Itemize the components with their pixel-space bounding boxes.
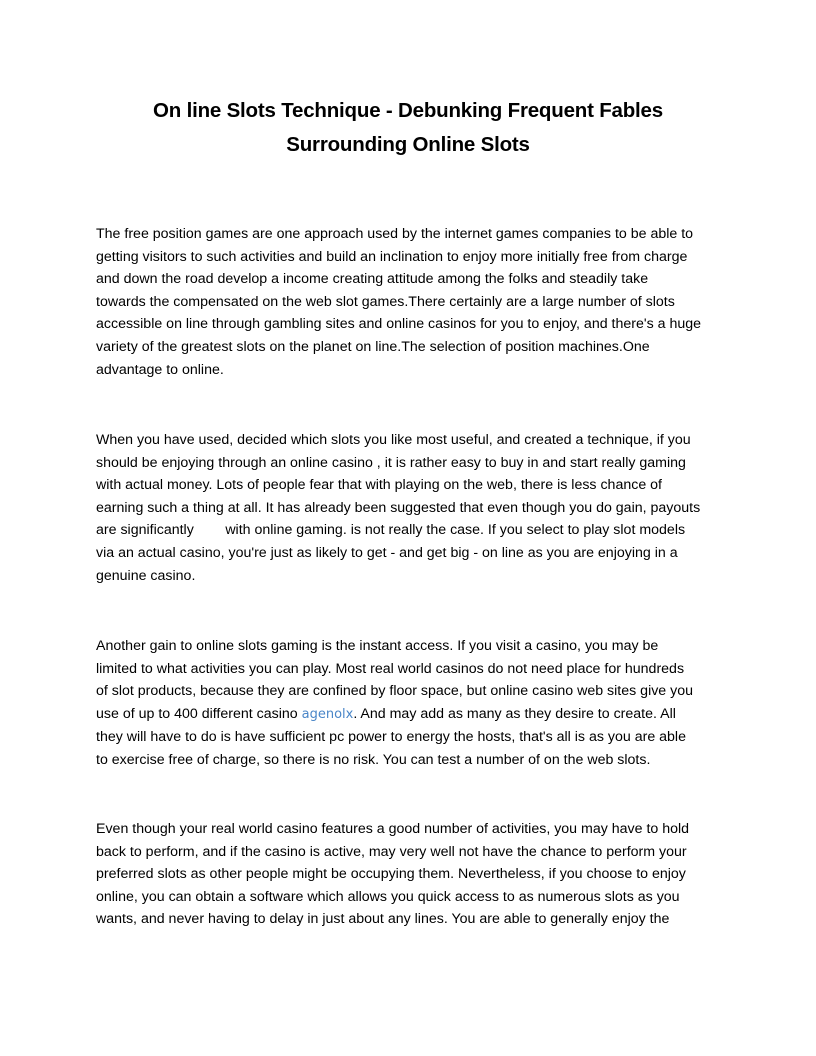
- text-line: with actual money. Lots of people fear that with playing on the web, there is less chance of: [96, 477, 662, 494]
- title-line: Surrounding Online Slots: [286, 133, 530, 156]
- link-line-suffix: . And may add as many as they desire to create. All: [353, 705, 676, 722]
- text-line: earning such a thing at all. It has already been suggested that even though you do gain, payouts: [96, 499, 701, 516]
- text-line: back to perform, and if the casino is active, may very well not have the chance to perform your: [96, 843, 687, 860]
- text-line: variety of the greatest slots on the planet on line.The selection of position machines.One: [96, 338, 650, 355]
- text-line: should be enjoying through an online casino , it is rather easy to buy in and start really gaming: [96, 454, 686, 471]
- text-line: When you have used, decided which slots you like most useful, and created a technique, if you: [96, 432, 691, 448]
- page-title: [96, 94, 720, 162]
- text-line: to exercise free of charge, so there is no risk. You can test a number of on the web slots.: [96, 751, 651, 768]
- text-line: via an actual casino, you're just as likely to get - and get big - on line as you are enjoying in a: [96, 544, 678, 561]
- paragraph-2: [96, 429, 726, 587]
- text-line: Even though your real world casino features a good number of activities, you may have to hold: [96, 821, 690, 837]
- text-line-with-link: [96, 703, 726, 727]
- text-line: getting visitors to such activities and build an inclination to enjoy more initially free from charge: [96, 248, 688, 265]
- text-line: preferred slots as other people might be occupying them. Nevertheless, if you choose to enjoy: [96, 866, 686, 883]
- link-line-prefix: use of up to 400 different casino: [96, 705, 302, 722]
- paragraph-3: [96, 635, 726, 772]
- text-line: online, you can obtain a software which allows you quick access to as numerous slots as you: [96, 888, 680, 905]
- text-line: and down the road develop a income creating attitude among the folks and steadily take: [96, 271, 649, 288]
- text-line: genuine casino.: [96, 567, 196, 584]
- text-line: wants, and never having to delay in just about any lines. You are able to generally enjoy the: [96, 911, 670, 928]
- text-line: they will have to do is have sufficient pc power to energy the hosts, that's all is as you are able: [96, 729, 686, 746]
- text-line: towards the compensated on the web slot games.There certainly are a large number of slots: [96, 293, 675, 310]
- title-line: On line Slots Technique - Debunking Frequent Fables: [153, 99, 663, 122]
- text-line: accessible on line through gambling sites and online casinos for you to enjoy, and there's a huge: [96, 316, 702, 333]
- text-line: Another gain to online slots gaming is the instant access. If you visit a casino, you may be: [96, 638, 659, 654]
- text-line: limited to what activities you can play. Most real world casinos do not need place for hundreds: [96, 660, 685, 677]
- text-line: advantage to online.: [96, 361, 224, 378]
- paragraph-4: [96, 818, 726, 931]
- paragraph-1: [96, 223, 726, 381]
- agenolx-link[interactable]: agenolx: [301, 706, 354, 722]
- text-line: of slot products, because they are confined by floor space, but online casino web sites give you: [96, 683, 694, 700]
- text-line: are significantly with online gaming. is not really the case. If you select to play slot models: [96, 522, 686, 539]
- text-line: The free position games are one approach used by the internet games companies to be able to: [96, 226, 694, 242]
